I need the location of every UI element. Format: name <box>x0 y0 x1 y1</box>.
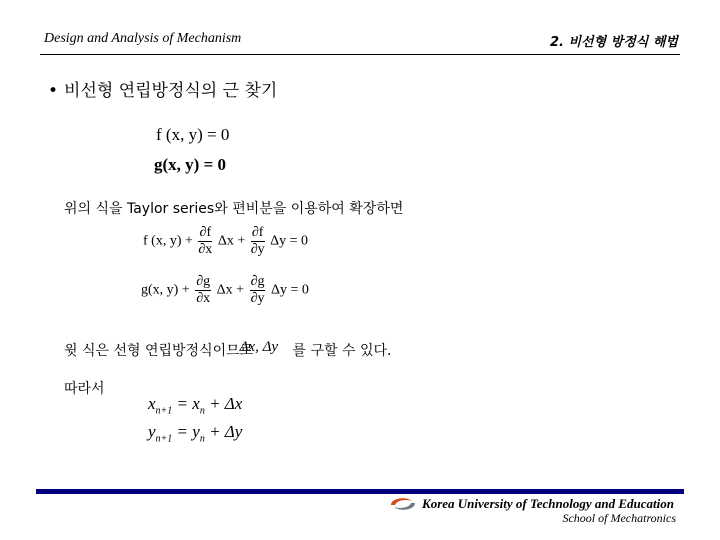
partial-g-numerator-2: ∂g <box>250 274 265 289</box>
linear-prefix-text: 윗 식은 선형 연립방정식이므로 <box>64 343 254 359</box>
y-delta: + Δy <box>209 422 243 441</box>
equation-g: g(x, y) = 0 <box>154 155 227 174</box>
update-y-equation <box>148 422 242 444</box>
delta-variables: Δx, Δy <box>239 339 279 355</box>
x-next-var: x <box>148 394 156 413</box>
section-heading-text: 비선형 연립방정식의 근 찾기 <box>64 81 278 101</box>
x-rhs: = x <box>176 394 200 413</box>
footer-bar <box>36 489 684 494</box>
expansion-g-lhs: g(x, y) + <box>141 282 190 298</box>
expansion-f-lhs: f (x, y) + <box>143 233 193 249</box>
delta-y-term-2: Δy = 0 <box>270 282 309 298</box>
footer-school: School of Mechatronics <box>562 511 676 525</box>
partial-x-denominator-2: ∂x <box>196 291 211 306</box>
x-next-subscript: n+1 <box>155 405 173 417</box>
linear-suffix-text: 를 구할 수 있다. <box>292 343 392 359</box>
linear-system-text <box>64 340 391 360</box>
delta-y-term: Δy = 0 <box>270 233 309 249</box>
y-next-var: y <box>148 422 156 441</box>
bullet-icon: • <box>48 81 59 101</box>
equation-f: f (x, y) = 0 <box>156 125 230 144</box>
partial-f-numerator-2: ∂f <box>251 225 264 240</box>
header-course-title: Design and Analysis of Mechanism <box>44 31 242 46</box>
delta-x-term: Δx + <box>217 233 246 249</box>
expansion-f-equation <box>143 226 308 257</box>
delta-x-term-2: Δx + <box>216 282 245 298</box>
partial-g-x-fraction <box>195 275 211 306</box>
x-n-subscript: n <box>199 405 205 417</box>
expansion-g-equation <box>141 275 309 306</box>
partial-g-y-fraction <box>250 275 266 306</box>
section-heading <box>48 76 277 101</box>
x-delta: + Δx <box>209 394 243 413</box>
taylor-intro-text: 위의 식을 Taylor series와 편비분을 이용하여 확장하면 <box>64 201 404 217</box>
header-divider <box>40 54 680 55</box>
university-logo-icon <box>388 495 418 513</box>
partial-y-denominator-2: ∂y <box>250 291 265 306</box>
header-chapter-title: 2. 비선형 방정식 해법 <box>549 35 678 50</box>
partial-f-y-fraction <box>251 226 265 257</box>
partial-f-numerator: ∂f <box>199 225 212 240</box>
y-next-subscript: n+1 <box>155 433 173 445</box>
y-rhs: = y <box>176 422 200 441</box>
partial-f-x-fraction <box>198 226 212 257</box>
therefore-text: 따라서 <box>64 381 105 397</box>
footer-university: Korea University of Technology and Education <box>422 496 674 511</box>
y-n-subscript: n <box>199 433 205 445</box>
partial-y-denominator: ∂y <box>250 242 265 257</box>
partial-g-numerator: ∂g <box>196 274 211 289</box>
partial-x-denominator: ∂x <box>198 242 213 257</box>
update-x-equation <box>148 394 242 416</box>
